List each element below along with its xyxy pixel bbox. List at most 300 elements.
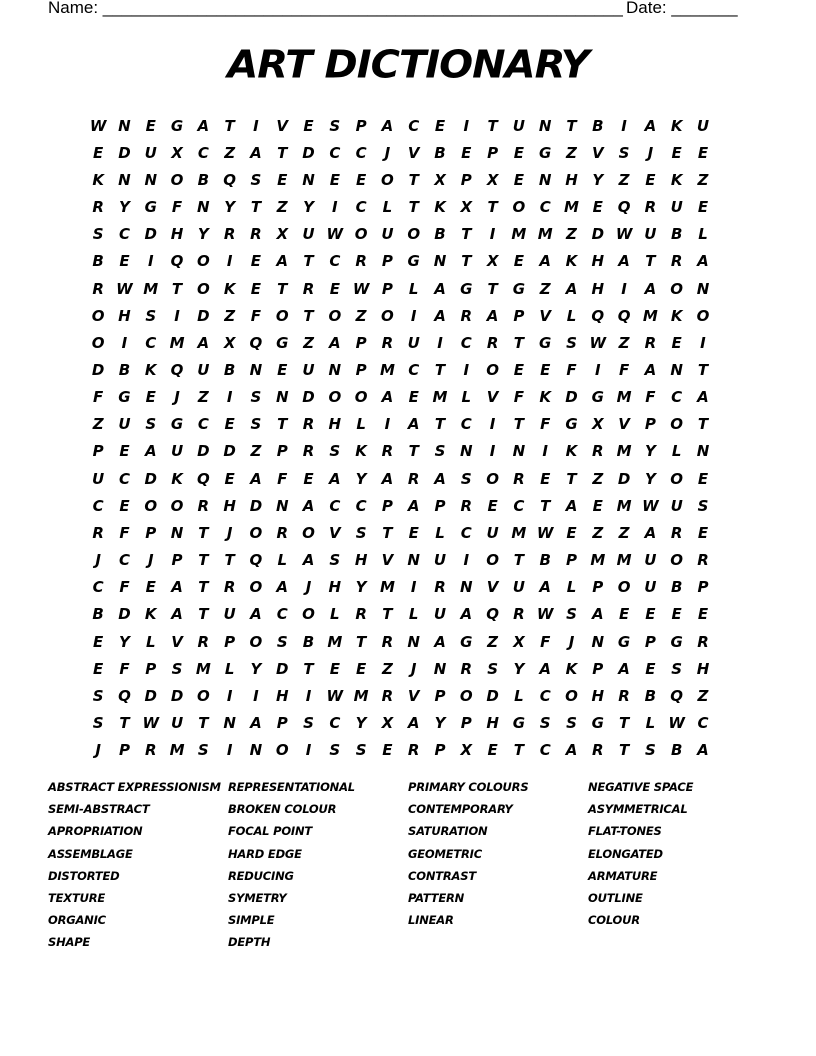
grid-letter[interactable]: R: [223, 578, 236, 597]
grid-letter[interactable]: T: [198, 714, 209, 733]
grid-letter[interactable]: Y: [303, 198, 314, 217]
grid-letter[interactable]: A: [486, 306, 499, 325]
grid-letter[interactable]: T: [434, 360, 446, 379]
grid-letter[interactable]: O: [670, 469, 684, 488]
grid-letter[interactable]: T: [277, 415, 288, 434]
grid-letter[interactable]: E: [119, 496, 130, 515]
grid-letter[interactable]: A: [381, 116, 394, 135]
grid-letter[interactable]: J: [410, 659, 417, 678]
grid-letter[interactable]: O: [196, 279, 210, 298]
grid-letter[interactable]: O: [91, 306, 105, 325]
grid-letter[interactable]: U: [486, 523, 499, 542]
grid-letter[interactable]: Q: [591, 306, 605, 325]
grid-letter[interactable]: V: [276, 116, 289, 135]
grid-letter[interactable]: C: [539, 686, 551, 705]
grid-letter[interactable]: E: [540, 360, 551, 379]
grid-letter[interactable]: K: [171, 469, 183, 488]
grid-letter[interactable]: C: [513, 496, 525, 515]
grid-letter[interactable]: A: [250, 605, 262, 624]
grid-letter[interactable]: Q: [249, 333, 263, 352]
grid-letter[interactable]: A: [381, 469, 394, 488]
grid-letter[interactable]: Q: [617, 198, 631, 217]
grid-letter[interactable]: G: [170, 116, 184, 135]
grid-letter[interactable]: B: [92, 605, 104, 624]
grid-letter[interactable]: E: [408, 388, 419, 407]
grid-letter[interactable]: L: [277, 551, 287, 570]
grid-letter[interactable]: L: [382, 198, 393, 217]
grid-letter[interactable]: O: [144, 496, 158, 515]
grid-letter[interactable]: B: [670, 225, 683, 244]
grid-letter[interactable]: L: [408, 279, 419, 298]
grid-letter[interactable]: S: [303, 714, 314, 733]
grid-letter[interactable]: Z: [276, 198, 288, 217]
grid-letter[interactable]: P: [434, 496, 446, 515]
grid-letter[interactable]: A: [591, 605, 604, 624]
grid-letter[interactable]: E: [145, 578, 156, 597]
grid-letter[interactable]: L: [514, 686, 524, 705]
grid-letter[interactable]: Z: [539, 279, 551, 298]
grid-letter[interactable]: Z: [355, 306, 367, 325]
grid-letter[interactable]: R: [381, 686, 394, 705]
grid-letter[interactable]: C: [355, 496, 367, 515]
grid-letter[interactable]: E: [671, 333, 682, 352]
grid-letter[interactable]: G: [512, 714, 526, 733]
grid-letter[interactable]: T: [487, 279, 498, 298]
grid-letter[interactable]: R: [460, 306, 473, 325]
grid-letter[interactable]: D: [249, 496, 263, 515]
grid-letter[interactable]: E: [697, 198, 709, 217]
grid-letter[interactable]: E: [145, 388, 156, 407]
grid-letter[interactable]: A: [302, 496, 315, 515]
grid-letter[interactable]: S: [487, 659, 498, 678]
grid-letter[interactable]: P: [381, 279, 393, 298]
grid-letter[interactable]: H: [486, 714, 499, 733]
grid-letter[interactable]: R: [592, 442, 604, 461]
grid-letter[interactable]: G: [460, 632, 473, 651]
grid-letter[interactable]: Z: [592, 523, 604, 542]
grid-letter[interactable]: Z: [92, 415, 104, 434]
grid-letter[interactable]: W: [352, 279, 370, 298]
grid-letter[interactable]: P: [355, 360, 367, 379]
grid-letter[interactable]: E: [671, 143, 682, 162]
grid-letter[interactable]: I: [305, 686, 312, 705]
grid-letter[interactable]: Q: [617, 306, 631, 325]
grid-letter[interactable]: N: [328, 360, 342, 379]
grid-letter[interactable]: S: [92, 225, 104, 244]
grid-letter[interactable]: V: [171, 632, 183, 651]
grid-letter[interactable]: I: [174, 306, 180, 325]
grid-letter[interactable]: P: [276, 714, 288, 733]
grid-letter[interactable]: S: [250, 415, 262, 434]
grid-letter[interactable]: B: [434, 143, 446, 162]
grid-letter[interactable]: A: [250, 714, 262, 733]
grid-letter[interactable]: F: [618, 360, 630, 379]
grid-letter[interactable]: E: [224, 469, 235, 488]
grid-letter[interactable]: V: [539, 306, 551, 325]
grid-letter[interactable]: A: [381, 388, 394, 407]
grid-letter[interactable]: T: [434, 415, 446, 434]
grid-letter[interactable]: S: [197, 741, 209, 760]
grid-letter[interactable]: O: [512, 198, 526, 217]
grid-letter[interactable]: R: [460, 496, 473, 515]
grid-letter[interactable]: R: [618, 686, 630, 705]
grid-letter[interactable]: E: [592, 198, 603, 217]
word-search-grid[interactable]: [85, 112, 716, 764]
grid-letter[interactable]: O: [275, 741, 289, 760]
grid-letter[interactable]: S: [92, 686, 104, 705]
grid-letter[interactable]: S: [697, 496, 709, 515]
grid-letter[interactable]: M: [590, 551, 606, 570]
grid-letter[interactable]: N: [696, 442, 710, 461]
grid-letter[interactable]: N: [197, 198, 210, 217]
grid-letter[interactable]: T: [487, 116, 498, 135]
grid-letter[interactable]: S: [329, 551, 341, 570]
grid-letter[interactable]: F: [93, 388, 104, 407]
grid-letter[interactable]: O: [565, 686, 578, 705]
grid-letter[interactable]: Y: [355, 469, 367, 488]
grid-letter[interactable]: R: [670, 252, 683, 271]
grid-letter[interactable]: U: [302, 225, 315, 244]
grid-letter[interactable]: X: [223, 333, 236, 352]
grid-letter[interactable]: Z: [592, 469, 604, 488]
grid-letter[interactable]: W: [116, 279, 133, 298]
grid-letter[interactable]: E: [697, 469, 709, 488]
grid-letter[interactable]: R: [92, 279, 104, 298]
grid-letter[interactable]: C: [697, 714, 709, 733]
grid-letter[interactable]: E: [355, 170, 367, 189]
grid-letter[interactable]: L: [435, 523, 445, 542]
grid-letter[interactable]: N: [170, 523, 184, 542]
grid-letter[interactable]: P: [224, 632, 236, 651]
grid-letter[interactable]: K: [92, 170, 104, 189]
grid-letter[interactable]: R: [592, 741, 604, 760]
grid-letter[interactable]: T: [382, 523, 393, 542]
grid-letter[interactable]: C: [355, 198, 367, 217]
grid-letter[interactable]: C: [539, 198, 551, 217]
grid-letter[interactable]: P: [487, 143, 499, 162]
grid-letter[interactable]: A: [407, 714, 420, 733]
grid-letter[interactable]: H: [170, 225, 184, 244]
grid-letter[interactable]: T: [198, 578, 209, 597]
grid-letter[interactable]: G: [591, 714, 604, 733]
grid-letter[interactable]: F: [540, 415, 551, 434]
grid-letter[interactable]: P: [434, 686, 446, 705]
grid-letter[interactable]: F: [566, 360, 577, 379]
grid-letter[interactable]: R: [355, 605, 367, 624]
grid-letter[interactable]: N: [696, 279, 710, 298]
grid-letter[interactable]: N: [249, 360, 263, 379]
grid-letter[interactable]: N: [223, 714, 236, 733]
grid-letter[interactable]: Z: [303, 333, 314, 352]
grid-letter[interactable]: H: [328, 415, 342, 434]
grid-letter[interactable]: O: [196, 252, 210, 271]
grid-letter[interactable]: P: [644, 632, 656, 651]
grid-letter[interactable]: E: [461, 143, 472, 162]
grid-letter[interactable]: P: [434, 741, 446, 760]
grid-letter[interactable]: T: [566, 469, 577, 488]
grid-letter[interactable]: T: [198, 605, 209, 624]
grid-letter[interactable]: X: [486, 252, 499, 271]
grid-letter[interactable]: U: [170, 442, 184, 461]
grid-letter[interactable]: O: [486, 551, 499, 570]
grid-letter[interactable]: A: [434, 306, 446, 325]
grid-letter[interactable]: I: [489, 415, 496, 434]
grid-letter[interactable]: R: [460, 659, 473, 678]
grid-letter[interactable]: O: [696, 306, 710, 325]
grid-letter[interactable]: Q: [670, 686, 684, 705]
grid-letter[interactable]: R: [381, 333, 394, 352]
grid-letter[interactable]: I: [121, 333, 128, 352]
grid-letter[interactable]: Z: [566, 225, 577, 244]
grid-letter[interactable]: T: [645, 252, 656, 271]
grid-letter[interactable]: O: [170, 170, 184, 189]
grid-letter[interactable]: U: [670, 198, 683, 217]
grid-letter[interactable]: Q: [170, 252, 184, 271]
grid-letter[interactable]: E: [618, 605, 630, 624]
grid-letter[interactable]: N: [144, 170, 158, 189]
grid-letter[interactable]: O: [91, 333, 105, 352]
grid-letter[interactable]: M: [195, 659, 211, 678]
grid-letter[interactable]: M: [616, 551, 632, 570]
grid-letter[interactable]: S: [460, 469, 472, 488]
grid-letter[interactable]: U: [512, 578, 525, 597]
grid-letter[interactable]: A: [434, 632, 446, 651]
grid-letter[interactable]: M: [616, 496, 632, 515]
grid-letter[interactable]: D: [144, 469, 157, 488]
grid-letter[interactable]: C: [118, 225, 130, 244]
grid-letter[interactable]: S: [566, 714, 577, 733]
grid-letter[interactable]: D: [486, 686, 499, 705]
grid-letter[interactable]: T: [198, 523, 209, 542]
grid-letter[interactable]: D: [591, 225, 605, 244]
grid-letter[interactable]: B: [434, 225, 446, 244]
grid-letter[interactable]: D: [144, 686, 157, 705]
grid-letter[interactable]: E: [93, 143, 104, 162]
grid-letter[interactable]: W: [668, 714, 685, 733]
grid-letter[interactable]: U: [512, 116, 525, 135]
grid-letter[interactable]: A: [302, 551, 315, 570]
grid-letter[interactable]: B: [118, 360, 131, 379]
grid-letter[interactable]: H: [565, 170, 578, 189]
grid-letter[interactable]: I: [305, 741, 312, 760]
grid-letter[interactable]: R: [197, 632, 210, 651]
grid-letter[interactable]: N: [407, 551, 420, 570]
grid-letter[interactable]: H: [591, 252, 605, 271]
grid-letter[interactable]: T: [224, 551, 235, 570]
grid-letter[interactable]: A: [329, 469, 341, 488]
grid-letter[interactable]: Z: [224, 143, 236, 162]
grid-letter[interactable]: T: [303, 659, 314, 678]
grid-letter[interactable]: A: [697, 252, 709, 271]
grid-letter[interactable]: O: [486, 360, 499, 379]
grid-letter[interactable]: M: [642, 306, 658, 325]
grid-letter[interactable]: I: [253, 116, 259, 135]
grid-letter[interactable]: M: [432, 388, 448, 407]
grid-letter[interactable]: A: [434, 469, 446, 488]
grid-letter[interactable]: L: [645, 714, 656, 733]
grid-letter[interactable]: P: [171, 551, 183, 570]
date-field[interactable]: Date: _______: [626, 0, 738, 17]
grid-letter[interactable]: K: [434, 198, 446, 217]
grid-letter[interactable]: H: [118, 306, 131, 325]
grid-letter[interactable]: A: [197, 116, 210, 135]
grid-letter[interactable]: Z: [618, 170, 630, 189]
grid-letter[interactable]: M: [537, 225, 553, 244]
grid-letter[interactable]: A: [644, 279, 657, 298]
grid-letter[interactable]: N: [275, 388, 289, 407]
grid-letter[interactable]: K: [144, 605, 157, 624]
grid-letter[interactable]: C: [460, 333, 472, 352]
grid-letter[interactable]: Z: [566, 143, 577, 162]
grid-letter[interactable]: S: [329, 442, 341, 461]
grid-letter[interactable]: R: [197, 496, 210, 515]
grid-letter[interactable]: D: [197, 306, 210, 325]
grid-letter[interactable]: D: [276, 659, 289, 678]
grid-letter[interactable]: R: [250, 225, 262, 244]
grid-letter[interactable]: C: [460, 415, 472, 434]
grid-letter[interactable]: C: [355, 143, 367, 162]
grid-letter[interactable]: L: [145, 632, 156, 651]
grid-letter[interactable]: S: [171, 659, 183, 678]
grid-letter[interactable]: F: [119, 578, 130, 597]
grid-letter[interactable]: P: [355, 333, 367, 352]
grid-letter[interactable]: X: [434, 170, 446, 189]
grid-letter[interactable]: U: [644, 225, 657, 244]
grid-letter[interactable]: O: [328, 306, 342, 325]
grid-letter[interactable]: E: [697, 523, 709, 542]
grid-letter[interactable]: L: [566, 306, 577, 325]
grid-letter[interactable]: C: [329, 143, 341, 162]
grid-letter[interactable]: G: [144, 198, 157, 217]
grid-letter[interactable]: E: [250, 252, 262, 271]
grid-letter[interactable]: L: [330, 605, 340, 624]
grid-letter[interactable]: T: [382, 605, 393, 624]
grid-letter[interactable]: R: [144, 741, 157, 760]
grid-letter[interactable]: B: [539, 551, 551, 570]
grid-letter[interactable]: W: [615, 225, 633, 244]
grid-letter[interactable]: Q: [249, 551, 263, 570]
grid-letter[interactable]: C: [329, 496, 341, 515]
grid-letter[interactable]: T: [461, 252, 472, 271]
grid-letter[interactable]: O: [486, 469, 499, 488]
grid-letter[interactable]: Q: [118, 686, 131, 705]
grid-letter[interactable]: D: [565, 388, 578, 407]
grid-letter[interactable]: O: [459, 686, 473, 705]
grid-letter[interactable]: R: [513, 605, 525, 624]
grid-letter[interactable]: D: [118, 143, 131, 162]
grid-letter[interactable]: R: [381, 632, 394, 651]
grid-letter[interactable]: O: [328, 388, 342, 407]
grid-letter[interactable]: A: [250, 143, 262, 162]
grid-letter[interactable]: A: [539, 252, 551, 271]
grid-letter[interactable]: D: [617, 469, 631, 488]
grid-letter[interactable]: X: [276, 225, 289, 244]
grid-letter[interactable]: W: [642, 496, 659, 515]
grid-letter[interactable]: R: [407, 469, 420, 488]
grid-letter[interactable]: Z: [381, 659, 393, 678]
grid-letter[interactable]: F: [513, 388, 525, 407]
grid-letter[interactable]: W: [89, 116, 107, 135]
grid-letter[interactable]: V: [381, 551, 394, 570]
grid-letter[interactable]: J: [568, 632, 575, 651]
grid-letter[interactable]: B: [670, 578, 683, 597]
grid-letter[interactable]: U: [197, 360, 210, 379]
grid-letter[interactable]: W: [536, 523, 554, 542]
grid-letter[interactable]: Z: [618, 333, 630, 352]
grid-letter[interactable]: U: [144, 143, 157, 162]
grid-letter[interactable]: Y: [119, 198, 130, 217]
grid-letter[interactable]: D: [302, 388, 315, 407]
grid-letter[interactable]: O: [249, 632, 263, 651]
grid-letter[interactable]: R: [355, 252, 367, 271]
grid-letter[interactable]: R: [223, 225, 236, 244]
grid-letter[interactable]: R: [407, 741, 420, 760]
grid-letter[interactable]: K: [144, 360, 157, 379]
grid-letter[interactable]: S: [276, 632, 288, 651]
grid-letter[interactable]: T: [224, 116, 235, 135]
grid-letter[interactable]: U: [223, 605, 236, 624]
grid-letter[interactable]: X: [592, 415, 604, 434]
grid-letter[interactable]: I: [489, 442, 496, 461]
grid-letter[interactable]: R: [92, 198, 104, 217]
grid-letter[interactable]: T: [277, 279, 288, 298]
grid-letter[interactable]: D: [118, 605, 131, 624]
grid-letter[interactable]: E: [119, 442, 130, 461]
grid-letter[interactable]: T: [513, 333, 525, 352]
grid-letter[interactable]: J: [174, 388, 180, 407]
grid-letter[interactable]: E: [513, 170, 525, 189]
grid-letter[interactable]: O: [249, 578, 263, 597]
grid-letter[interactable]: K: [565, 252, 578, 271]
grid-letter[interactable]: G: [670, 632, 683, 651]
grid-letter[interactable]: Y: [119, 632, 130, 651]
grid-letter[interactable]: M: [169, 333, 185, 352]
grid-letter[interactable]: S: [329, 741, 341, 760]
grid-letter[interactable]: E: [697, 605, 709, 624]
grid-letter[interactable]: R: [670, 523, 683, 542]
grid-letter[interactable]: T: [618, 741, 630, 760]
grid-letter[interactable]: Y: [644, 469, 656, 488]
grid-letter[interactable]: O: [354, 388, 368, 407]
grid-letter[interactable]: E: [645, 605, 656, 624]
grid-letter[interactable]: Y: [197, 225, 209, 244]
grid-letter[interactable]: S: [566, 333, 577, 352]
grid-letter[interactable]: K: [670, 116, 683, 135]
grid-letter[interactable]: V: [486, 388, 499, 407]
grid-letter[interactable]: A: [565, 279, 578, 298]
grid-letter[interactable]: O: [354, 225, 368, 244]
grid-letter[interactable]: B: [670, 741, 683, 760]
grid-letter[interactable]: E: [513, 252, 525, 271]
grid-letter[interactable]: O: [170, 496, 184, 515]
grid-letter[interactable]: T: [408, 442, 419, 461]
grid-letter[interactable]: T: [487, 198, 498, 217]
grid-letter[interactable]: R: [434, 578, 446, 597]
grid-letter[interactable]: A: [329, 333, 341, 352]
grid-letter[interactable]: I: [594, 360, 601, 379]
grid-letter[interactable]: E: [382, 741, 393, 760]
grid-letter[interactable]: R: [381, 442, 394, 461]
grid-letter[interactable]: E: [697, 143, 709, 162]
grid-letter[interactable]: B: [644, 686, 657, 705]
grid-letter[interactable]: J: [147, 551, 154, 570]
grid-letter[interactable]: O: [381, 170, 394, 189]
grid-letter[interactable]: G: [617, 632, 631, 651]
grid-letter[interactable]: R: [276, 523, 288, 542]
grid-letter[interactable]: L: [698, 225, 708, 244]
grid-letter[interactable]: I: [489, 225, 496, 244]
grid-letter[interactable]: O: [275, 306, 289, 325]
